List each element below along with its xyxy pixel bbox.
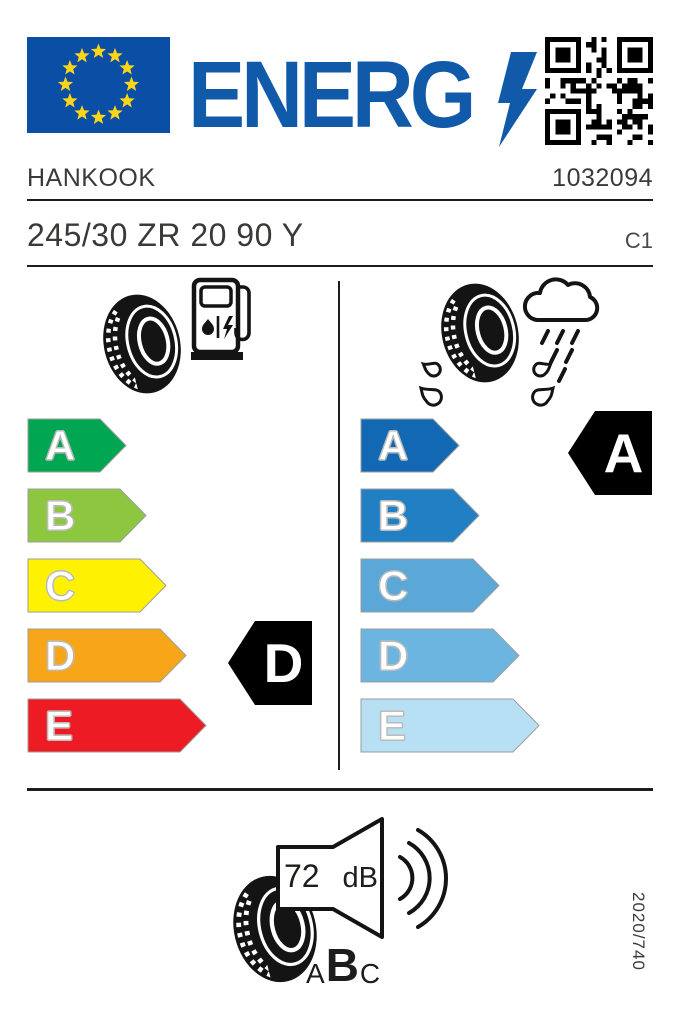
wet-grade-a-label: A — [378, 422, 409, 469]
fuel-grade-b-label: B — [45, 492, 76, 539]
fuel-grade-row-b — [27, 488, 147, 543]
divider-line — [27, 788, 653, 791]
qr-code — [545, 37, 653, 145]
noise-class-scale — [306, 934, 381, 991]
noise-value-row — [284, 858, 378, 895]
fuel-grade-row-a — [27, 418, 127, 473]
wet-grade-e-label: E — [378, 702, 407, 749]
fuel-grade-row-e — [27, 698, 207, 753]
fuel-grade-a-label: A — [45, 422, 76, 469]
wet-grade-b-label: B — [378, 492, 409, 539]
noise-class-b: B — [325, 939, 359, 991]
fuel-pump-icon — [191, 277, 253, 365]
eu-flag-stars — [27, 37, 170, 133]
article-number: 1032094 — [552, 164, 653, 192]
fuel-grade-c-label: C — [45, 562, 76, 609]
noise-class-a: A — [306, 958, 325, 989]
wet-grade-row-d — [360, 628, 520, 683]
energy-title: ENERG — [188, 41, 473, 148]
fuel-rating-badge — [227, 620, 313, 706]
divider-line — [27, 199, 653, 201]
lightning-bolt-icon — [491, 52, 539, 148]
tyre-class: C1 — [624, 228, 653, 253]
supplier-name: HANKOOK — [27, 164, 156, 192]
fuel-grade-d-label: D — [45, 632, 76, 679]
fuel-rating-letter: D — [263, 632, 304, 694]
wet-grade-c-label: C — [378, 562, 409, 609]
wet-grade-row-c — [360, 558, 500, 613]
noise-value: 72 — [284, 858, 320, 894]
tyre-designation: 245/30 ZR 20 90 Y — [27, 217, 304, 253]
regulation-reference: 2020/740 — [629, 892, 648, 971]
fuel-grade-e-label: E — [45, 702, 74, 749]
fuel-grade-row-c — [27, 558, 167, 613]
fuel-tire-icon — [96, 291, 188, 397]
wet-grip-rating-badge — [567, 410, 653, 496]
eu-flag-icon — [27, 37, 170, 133]
wet-grade-row-b — [360, 488, 480, 543]
divider-line — [27, 265, 653, 267]
noise-unit: dB — [342, 862, 378, 894]
wet-grade-row-e — [360, 698, 540, 753]
noise-class-c: C — [359, 958, 381, 989]
wet-grip-rating-letter: A — [603, 422, 644, 484]
water-splash-right-icon — [518, 358, 562, 408]
wet-grade-d-label: D — [378, 632, 409, 679]
column-divider — [338, 281, 340, 770]
wet-grade-row-a — [360, 418, 460, 473]
water-splash-left-icon — [414, 358, 456, 408]
fuel-grade-row-d — [27, 628, 187, 683]
